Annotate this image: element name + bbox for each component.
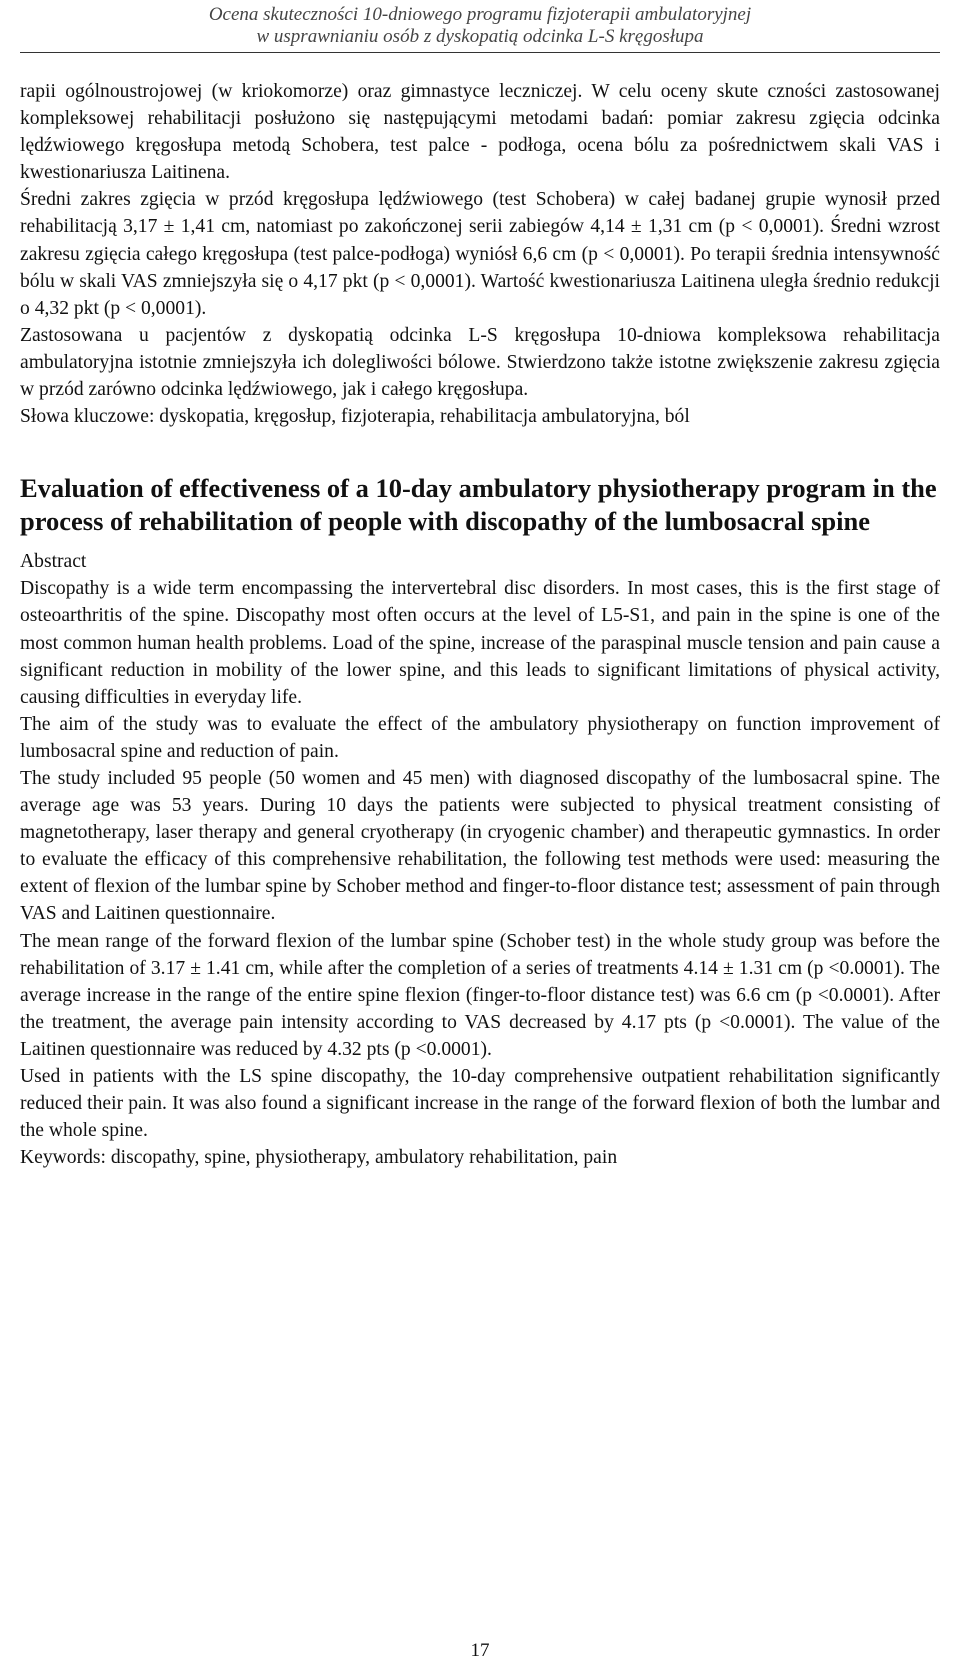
running-header-line-2: w usprawnianiu osób z dyskopatią odcinka L-S kręgosłupa: [256, 26, 704, 47]
abstract-label: Abstract: [20, 551, 87, 573]
polish-paragraph-conclusions: Zastosowana u pacjentów z dyskopatią odcinka L-S kręgosłupa 10-dniowa kompleksowa rehabilitacja ambulatoryjna istotnie zmniejszyła ich dolegliwości bólowe. Stwierdzono także istotne zwiększenie zakresu zgięcia w przód zarówno odcinka lędźwiowego, jak i całego kręgosłupa.: [20, 324, 940, 401]
english-keywords: Keywords: discopathy, spine, physiotherapy, ambulatory rehabilitation, pain: [20, 1147, 618, 1169]
english-title: Evaluation of effectiveness of a 10-day ambulatory physiotherapy program in the process of rehabilitation of people with discopathy of the lumbosacral spine: [20, 473, 937, 537]
header-rule: [20, 52, 940, 53]
page-number: 17: [470, 1640, 490, 1661]
running-header: [0, 0, 960, 48]
polish-keywords: Słowa kluczowe: dyskopatia, kręgosłup, fizjoterapia, rehabilitacja ambulatoryjna, ból: [20, 406, 690, 428]
running-header-line-1: Ocena skuteczności 10-dniowego programu fizjoterapii ambulatoryjnej: [208, 4, 752, 25]
polish-paragraph-methods: rapii ogólnoustrojowej (w kriokomorze) oraz gimnastyce leczniczej. W celu oceny skute czności zastosowanej kompleksowej rehabilitacji posłużono się następującymi metodami badań: pomiar zakresu zgięcia odcinka lędźwiowego kręgosłupa metodą Schobera, test palce - podłoga, ocena bólu za pośrednictwem skali VAS i kwestionariusza Laitinena.: [20, 81, 940, 184]
english-paragraph-results: The mean range of the forward flexion of the lumbar spine (Schober test) in the whole study group was before the rehabilitation of 3.17 ± 1.41 cm, while after the completion of a series of treatments 4.14 ± 1.31 cm (p <0.0001). The average increase in the range of the entire spine flexion (finger-to-floor distance test) was 6.6 cm (p <0.0001). After the treatment, the average pain intensity according to VAS decreased by 4.17 pts (p <0.0001). The value of the Laitinen questionnaire was reduced by 4.32 pts (p <0.0001).: [20, 930, 940, 1060]
polish-paragraph-results: Średni zakres zgięcia w przód kręgosłupa lędźwiowego (test Schobera) w całej badanej grupie wynosił przed rehabilitacją 3,17 ± 1,41 cm, natomiast po zakończonej serii zabiegów 4,14 ± 1,31 cm (p < 0,0001). Średni wzrost zakresu zgięcia całego kręgosłupa (test palce-podłoga) wyniósł 6,6 cm (p < 0,0001). Po terapii średnia intensywność bólu w skali VAS zmniejszyła się o 4,17 pkt (p < 0,0001). Wartość kwestionariusza Laitinena uległa średnio redukcji o 4,32 pkt (p < 0,0001).: [20, 189, 940, 319]
english-paragraph-conclusions: Used in patients with the LS spine discopathy, the 10-day comprehensive outpatient rehabilitation significantly reduced their pain. It was also found a significant increase in the range of the forward flexion of both the lumbar and the whole spine.: [20, 1066, 940, 1142]
english-paragraph-methods: The study included 95 people (50 women and 45 men) with diagnosed discopathy of the lumbosacral spine. The average age was 53 years. During 10 days the patients were subjected to physical treatment consisting of magnetotherapy, laser therapy and general cryotherapy (in cryogenic chamber) and therapeutic gymnastics. In order to evaluate the efficacy of this comprehensive rehabilitation, the following test methods were used: measuring the extent of flexion of the lumbar spine by Schober method and finger-to-floor distance test; assessment of pain through VAS and Laitinen questionnaire.: [20, 767, 940, 925]
page-content: [20, 78, 940, 1171]
english-paragraph-background: Discopathy is a wide term encompassing the intervertebral disc disorders. In most cases, this is the first stage of osteoarthritis of the spine. Discopathy most often occurs at the level of L5-S1, and pain in the spine is one of the most common human health problems. Load of the spine, increase of the paraspinal muscle tension and pain cause a significant reduction in mobility of the lower spine, and this leads to significant limitations of physical activity, causing difficulties in everyday life.: [20, 578, 940, 708]
english-paragraph-aim: The aim of the study was to evaluate the effect of the ambulatory physiotherapy on function improvement of lumbosacral spine and reduction of pain.: [20, 713, 940, 762]
